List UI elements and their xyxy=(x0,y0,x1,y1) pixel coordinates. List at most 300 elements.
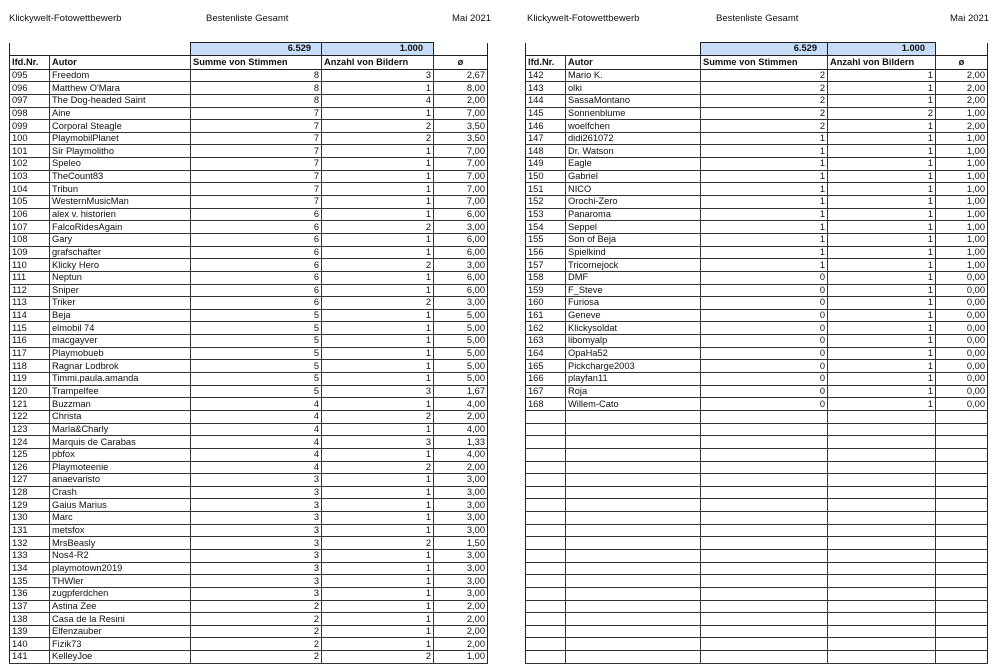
author-name: Ragnar Lodbrok xyxy=(50,360,191,373)
rank-number: 149 xyxy=(526,158,566,171)
images: 1 xyxy=(322,82,434,95)
average: 0,00 xyxy=(936,398,988,411)
average: 0,00 xyxy=(936,284,988,297)
empty-cell xyxy=(828,537,936,550)
rank-number: 110 xyxy=(10,259,50,272)
empty-row xyxy=(526,537,988,550)
table-row xyxy=(10,436,488,449)
votes: 5 xyxy=(191,373,322,386)
table-row xyxy=(10,410,488,423)
rank-number: 156 xyxy=(526,246,566,259)
col-header-votes: Summe von Stimmen xyxy=(701,55,828,69)
images: 1 xyxy=(322,423,434,436)
empty-cell xyxy=(526,512,566,525)
votes: 7 xyxy=(191,145,322,158)
votes: 3 xyxy=(191,486,322,499)
empty-cell xyxy=(936,575,988,588)
votes: 3 xyxy=(191,512,322,525)
votes: 0 xyxy=(701,347,828,360)
rank-number: 140 xyxy=(10,638,50,651)
col-header-images: Anzahl von Bildern xyxy=(828,55,936,69)
author-name: macgayver xyxy=(50,335,191,348)
table-row xyxy=(10,537,488,550)
average: 1,00 xyxy=(936,221,988,234)
table-row xyxy=(526,373,988,386)
images: 2 xyxy=(322,537,434,550)
author-name: Spielkind xyxy=(566,246,701,259)
empty-cell xyxy=(701,499,828,512)
votes: 3 xyxy=(191,524,322,537)
votes: 2 xyxy=(191,625,322,638)
votes: 7 xyxy=(191,196,322,209)
author-name: Neptun xyxy=(50,271,191,284)
empty-cell xyxy=(526,448,566,461)
author-name: Elfenzauber xyxy=(50,625,191,638)
table-row xyxy=(10,259,488,272)
table-row xyxy=(10,524,488,537)
votes: 1 xyxy=(701,145,828,158)
empty-cell xyxy=(701,613,828,626)
table-row xyxy=(526,335,988,348)
author-name: libomyalp xyxy=(566,335,701,348)
votes: 2 xyxy=(701,120,828,133)
empty-row xyxy=(526,625,988,638)
empty-row xyxy=(526,562,988,575)
empty-cell xyxy=(526,436,566,449)
empty-cell xyxy=(566,448,701,461)
average: 3,00 xyxy=(434,575,488,588)
table-row xyxy=(10,69,488,82)
empty-cell xyxy=(701,461,828,474)
empty-cell xyxy=(936,436,988,449)
average: 3,00 xyxy=(434,549,488,562)
author-name: Aine xyxy=(50,107,191,120)
rank-number: 147 xyxy=(526,132,566,145)
average: 6,00 xyxy=(434,246,488,259)
empty-row xyxy=(526,512,988,525)
rank-number: 116 xyxy=(10,335,50,348)
author-name: Willem-Cato xyxy=(566,398,701,411)
empty-cell xyxy=(936,461,988,474)
average: 6,00 xyxy=(434,271,488,284)
rank-number: 142 xyxy=(526,69,566,82)
table-row xyxy=(10,271,488,284)
average: 3,50 xyxy=(434,120,488,133)
votes: 4 xyxy=(191,423,322,436)
images: 1 xyxy=(322,233,434,246)
rank-number: 134 xyxy=(10,562,50,575)
rank-number: 117 xyxy=(10,347,50,360)
doc-title-right: Klickywelt-Fotowettbewerb xyxy=(527,13,640,24)
table-row xyxy=(526,196,988,209)
average: 2,00 xyxy=(936,82,988,95)
average: 1,67 xyxy=(434,385,488,398)
rank-number: 099 xyxy=(10,120,50,133)
rank-number: 105 xyxy=(10,196,50,209)
empty-cell xyxy=(936,410,988,423)
average: 2,00 xyxy=(434,625,488,638)
rank-number: 128 xyxy=(10,486,50,499)
images: 1 xyxy=(322,347,434,360)
author-name: Sniper xyxy=(50,284,191,297)
table-row xyxy=(526,120,988,133)
average: 0,00 xyxy=(936,360,988,373)
votes: 1 xyxy=(701,170,828,183)
empty-cell xyxy=(828,486,936,499)
rank-number: 146 xyxy=(526,120,566,133)
average: 5,00 xyxy=(434,373,488,386)
votes: 6 xyxy=(191,259,322,272)
votes: 1 xyxy=(701,246,828,259)
blank-cell xyxy=(566,43,701,56)
table-row xyxy=(526,145,988,158)
author-name: anaevaristo xyxy=(50,474,191,487)
votes: 2 xyxy=(701,107,828,120)
table-row xyxy=(10,474,488,487)
table-row xyxy=(526,183,988,196)
table-row xyxy=(526,221,988,234)
table-row xyxy=(10,638,488,651)
images: 1 xyxy=(322,145,434,158)
empty-cell xyxy=(936,486,988,499)
rank-number: 141 xyxy=(10,651,50,664)
author-name: Gaius Marius xyxy=(50,499,191,512)
rank-number: 137 xyxy=(10,600,50,613)
author-name: Playmoteenie xyxy=(50,461,191,474)
average: 0,00 xyxy=(936,373,988,386)
empty-cell xyxy=(828,448,936,461)
empty-row xyxy=(526,575,988,588)
col-header-votes: Summe von Stimmen xyxy=(191,55,322,69)
empty-cell xyxy=(828,562,936,575)
author-name: Freedom xyxy=(50,69,191,82)
author-name: Nos4-R2 xyxy=(50,549,191,562)
rank-number: 163 xyxy=(526,335,566,348)
votes: 5 xyxy=(191,360,322,373)
rank-number: 152 xyxy=(526,196,566,209)
table-row xyxy=(526,259,988,272)
images: 1 xyxy=(322,170,434,183)
empty-cell xyxy=(566,461,701,474)
empty-cell xyxy=(936,651,988,664)
author-name: Speleo xyxy=(50,158,191,171)
average: 3,00 xyxy=(434,486,488,499)
votes: 2 xyxy=(701,94,828,107)
author-name: Pickcharge2003 xyxy=(566,360,701,373)
images: 3 xyxy=(322,436,434,449)
table-row xyxy=(10,385,488,398)
author-name: Gabriel xyxy=(566,170,701,183)
rank-number: 148 xyxy=(526,145,566,158)
author-name: TheCount83 xyxy=(50,170,191,183)
rank-number: 167 xyxy=(526,385,566,398)
images: 1 xyxy=(322,549,434,562)
rank-number: 139 xyxy=(10,625,50,638)
total-images: 1.000 xyxy=(322,43,434,56)
list-title: Bestenliste Gesamt xyxy=(206,13,289,24)
table-row xyxy=(10,170,488,183)
empty-cell xyxy=(701,562,828,575)
votes: 6 xyxy=(191,271,322,284)
table-row xyxy=(10,625,488,638)
empty-cell xyxy=(828,474,936,487)
empty-cell xyxy=(701,537,828,550)
votes: 3 xyxy=(191,499,322,512)
images: 1 xyxy=(322,309,434,322)
rank-number: 104 xyxy=(10,183,50,196)
empty-cell xyxy=(701,587,828,600)
rank-number: 144 xyxy=(526,94,566,107)
votes: 4 xyxy=(191,398,322,411)
author-name: Sonnenblume xyxy=(566,107,701,120)
rank-number: 120 xyxy=(10,385,50,398)
author-name: Christa xyxy=(50,410,191,423)
votes: 7 xyxy=(191,170,322,183)
empty-row xyxy=(526,638,988,651)
col-header-nr: lfd.Nr. xyxy=(526,55,566,69)
rank-number: 098 xyxy=(10,107,50,120)
votes: 1 xyxy=(701,208,828,221)
votes: 0 xyxy=(701,398,828,411)
table-row xyxy=(526,94,988,107)
rank-number: 133 xyxy=(10,549,50,562)
rank-number: 132 xyxy=(10,537,50,550)
images: 1 xyxy=(828,158,936,171)
average: 3,00 xyxy=(434,587,488,600)
votes: 4 xyxy=(191,436,322,449)
author-name: Orochi-Zero xyxy=(566,196,701,209)
empty-row xyxy=(526,448,988,461)
table-row xyxy=(10,499,488,512)
empty-cell xyxy=(701,651,828,664)
empty-row xyxy=(526,600,988,613)
empty-cell xyxy=(936,524,988,537)
empty-cell xyxy=(526,613,566,626)
author-name: Klickysoldat xyxy=(566,322,701,335)
empty-cell xyxy=(701,600,828,613)
empty-cell xyxy=(701,474,828,487)
empty-cell xyxy=(526,625,566,638)
table-row xyxy=(526,69,988,82)
votes: 8 xyxy=(191,69,322,82)
average: 3,00 xyxy=(434,562,488,575)
empty-cell xyxy=(701,512,828,525)
rank-number: 125 xyxy=(10,448,50,461)
empty-row xyxy=(526,651,988,664)
average: 1,00 xyxy=(936,246,988,259)
table-row xyxy=(10,221,488,234)
rank-number: 115 xyxy=(10,322,50,335)
average: 4,00 xyxy=(434,423,488,436)
empty-cell xyxy=(566,410,701,423)
header-row xyxy=(10,55,488,69)
rank-number: 112 xyxy=(10,284,50,297)
empty-cell xyxy=(828,549,936,562)
average: 5,00 xyxy=(434,335,488,348)
table-row xyxy=(526,385,988,398)
empty-cell xyxy=(828,423,936,436)
date-label-right: Mai 2021 xyxy=(950,13,990,24)
author-name: Gary xyxy=(50,233,191,246)
average: 2,00 xyxy=(936,120,988,133)
rank-number: 118 xyxy=(10,360,50,373)
rank-number: 151 xyxy=(526,183,566,196)
table-row xyxy=(10,549,488,562)
votes: 1 xyxy=(701,233,828,246)
images: 1 xyxy=(322,398,434,411)
author-name: Furiosa xyxy=(566,297,701,310)
votes: 6 xyxy=(191,208,322,221)
table-row xyxy=(10,297,488,310)
rank-number: 157 xyxy=(526,259,566,272)
average: 1,00 xyxy=(936,233,988,246)
author-name: Playmobueb xyxy=(50,347,191,360)
average: 2,00 xyxy=(434,410,488,423)
average: 2,00 xyxy=(434,613,488,626)
votes: 4 xyxy=(191,410,322,423)
empty-cell xyxy=(828,461,936,474)
average: 0,00 xyxy=(936,335,988,348)
votes: 1 xyxy=(701,158,828,171)
total-votes: 6.529 xyxy=(191,43,322,56)
col-header-autor: Autor xyxy=(50,55,191,69)
empty-cell xyxy=(828,410,936,423)
votes: 1 xyxy=(701,183,828,196)
rank-number: 131 xyxy=(10,524,50,537)
empty-cell xyxy=(701,423,828,436)
images: 1 xyxy=(322,271,434,284)
table-row xyxy=(526,82,988,95)
author-name: Astina Zee xyxy=(50,600,191,613)
average: 7,00 xyxy=(434,107,488,120)
author-name: Eagle xyxy=(566,158,701,171)
average: 7,00 xyxy=(434,158,488,171)
average: 0,00 xyxy=(936,347,988,360)
table-row xyxy=(10,196,488,209)
images: 1 xyxy=(322,284,434,297)
empty-cell xyxy=(566,499,701,512)
votes: 5 xyxy=(191,322,322,335)
images: 1 xyxy=(828,170,936,183)
blank-cell xyxy=(10,43,50,56)
table-row xyxy=(10,158,488,171)
empty-cell xyxy=(526,461,566,474)
images: 1 xyxy=(828,94,936,107)
votes: 0 xyxy=(701,335,828,348)
average: 1,00 xyxy=(936,145,988,158)
images: 2 xyxy=(322,297,434,310)
rank-number: 159 xyxy=(526,284,566,297)
col-header-nr: lfd.Nr. xyxy=(10,55,50,69)
rank-number: 121 xyxy=(10,398,50,411)
author-name: WesternMusicMan xyxy=(50,196,191,209)
average: 0,00 xyxy=(936,322,988,335)
author-name: Klicky Hero xyxy=(50,259,191,272)
empty-cell xyxy=(566,436,701,449)
rank-number: 123 xyxy=(10,423,50,436)
table-row xyxy=(526,208,988,221)
empty-cell xyxy=(701,575,828,588)
table-row xyxy=(526,347,988,360)
empty-cell xyxy=(936,512,988,525)
images: 1 xyxy=(322,158,434,171)
table-row xyxy=(526,158,988,171)
rank-number: 143 xyxy=(526,82,566,95)
rank-number: 108 xyxy=(10,233,50,246)
average: 2,00 xyxy=(936,94,988,107)
author-name: F_Steve xyxy=(566,284,701,297)
votes: 4 xyxy=(191,461,322,474)
votes: 2 xyxy=(701,82,828,95)
average: 0,00 xyxy=(936,385,988,398)
votes: 2 xyxy=(191,651,322,664)
images: 1 xyxy=(322,600,434,613)
author-name: Timmi.paula.amanda xyxy=(50,373,191,386)
votes: 6 xyxy=(191,221,322,234)
images: 2 xyxy=(322,410,434,423)
images: 2 xyxy=(322,651,434,664)
average: 1,00 xyxy=(936,259,988,272)
average: 5,00 xyxy=(434,309,488,322)
author-name: SassaMontano xyxy=(566,94,701,107)
average: 2,00 xyxy=(434,600,488,613)
rank-number: 106 xyxy=(10,208,50,221)
votes: 2 xyxy=(191,600,322,613)
average: 8,00 xyxy=(434,82,488,95)
author-name: woelfchen xyxy=(566,120,701,133)
date-label: Mai 2021 xyxy=(452,13,492,24)
images: 1 xyxy=(322,638,434,651)
table-row xyxy=(10,94,488,107)
totals-row xyxy=(526,43,988,56)
empty-cell xyxy=(526,575,566,588)
votes: 0 xyxy=(701,322,828,335)
rank-number: 135 xyxy=(10,575,50,588)
images: 1 xyxy=(322,486,434,499)
empty-cell xyxy=(566,486,701,499)
rank-number: 162 xyxy=(526,322,566,335)
images: 1 xyxy=(828,398,936,411)
votes: 0 xyxy=(701,309,828,322)
rank-number: 126 xyxy=(10,461,50,474)
votes: 0 xyxy=(701,271,828,284)
votes: 7 xyxy=(191,158,322,171)
rank-number: 109 xyxy=(10,246,50,259)
votes: 5 xyxy=(191,335,322,348)
table-row xyxy=(10,145,488,158)
rank-number: 158 xyxy=(526,271,566,284)
table-row xyxy=(10,486,488,499)
rank-number: 129 xyxy=(10,499,50,512)
empty-cell xyxy=(828,625,936,638)
votes: 0 xyxy=(701,360,828,373)
average: 1,50 xyxy=(434,537,488,550)
list-title-right: Bestenliste Gesamt xyxy=(716,13,799,24)
empty-cell xyxy=(526,410,566,423)
images: 1 xyxy=(322,524,434,537)
author-name: Mario K. xyxy=(566,69,701,82)
rank-number: 164 xyxy=(526,347,566,360)
author-name: elmobil 74 xyxy=(50,322,191,335)
average: 5,00 xyxy=(434,347,488,360)
table-row xyxy=(526,360,988,373)
table-row xyxy=(10,448,488,461)
empty-row xyxy=(526,549,988,562)
table-row xyxy=(10,651,488,664)
votes: 3 xyxy=(191,537,322,550)
rank-number: 165 xyxy=(526,360,566,373)
votes: 5 xyxy=(191,385,322,398)
